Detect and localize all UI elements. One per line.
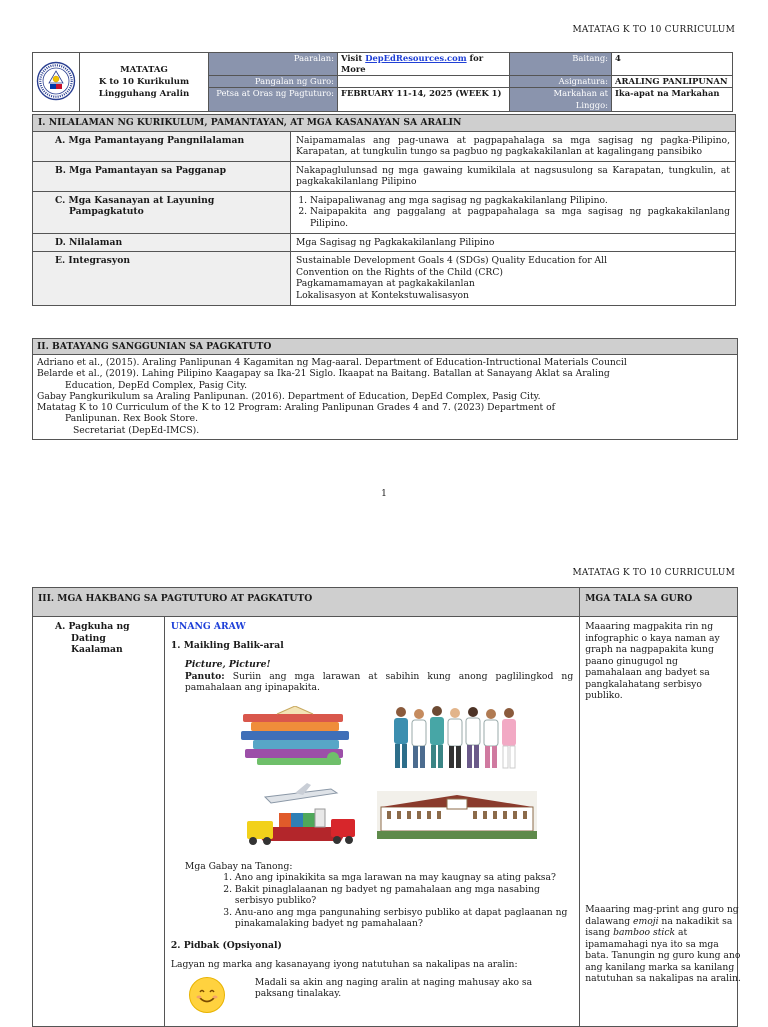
row-c-label <box>33 191 291 233</box>
notes-title: MGA TALA SA GURO <box>580 588 738 617</box>
smiley-emoji-icon <box>189 977 225 1013</box>
row-b-text: Nakapaglulunsad ng mga gawaing kumikilala at nagsusulong sa Karapatan, tungkulin, at pagkakakilanlang Pilipino <box>291 161 736 191</box>
row-a-text: Naipamamalas ang pag-unawa at pagpapahalaga sa mga sagisag ng pagka-Pilipino, Karapatan, at tungkulin tungo sa pagbuo ng pagkakakilanlan at kagalingang pansibiko <box>291 131 736 161</box>
asignatura-label: Asignatura: <box>510 76 612 88</box>
row-c-label-line-1: C. Mga Kasanayan at Layuning <box>55 194 215 206</box>
guro-label: Pangalan ng Guro: <box>209 76 338 88</box>
activity-title: Picture, Picture! <box>184 659 271 670</box>
row-d-text: Mga Sagisag ng Pagkakakilanlang Pilipino <box>291 233 736 252</box>
deped-seal-icon <box>36 61 76 101</box>
reference-line: Gabay Pangkurikulum sa Araling Panlipunan. (2016). Department of Education, DepEd Complex, Pasig City. <box>37 390 541 402</box>
reference-line: Panlipunan. Rex Book Store. <box>65 413 199 425</box>
curriculum-label: MATATAG K TO 10 CURRICULUM <box>572 568 735 578</box>
emoji-description: Madali sa akin ang naging aralin at naging mahusay ako sa paksang tinalakay. <box>254 976 533 999</box>
integration-line-4: Lokalisasyon at Kontekstuwalisasyon <box>296 289 469 301</box>
teacher-note-1: Maaaring magpakita rin ng infographic o kaya naman ay graph na nagpapakita kung paano ginugugol ng pamahalaan ang badyet sa pangkalahatang serbisyo publiko. <box>585 621 720 701</box>
lesson-content <box>164 617 579 1027</box>
teacher-notes <box>580 617 741 1027</box>
smiley-face-icon <box>190 978 224 1012</box>
panuto-label: Panuto: <box>184 670 225 682</box>
markahan-label-line-2: Linggo: <box>575 99 608 110</box>
reference-line: Belarde et al., (2019). Lahing Pilipino Kaagapay sa Ika-21 Siglo. Ikaapat na Baitang. Batallan at Sanayang Aklat sa Araling <box>37 368 610 380</box>
row-b-label: B. Mga Pamantayan sa Pagganap <box>33 161 291 191</box>
section-1-table <box>32 114 736 306</box>
petsa-label: Petsa at Oras ng Pagtuturo: <box>209 88 338 112</box>
teacher-note-2 <box>585 904 743 985</box>
row-e-label: E. Integrasyon <box>33 252 291 306</box>
transport-illustration <box>245 783 357 847</box>
note-2-part-b: na nakadikit sa isang <box>585 915 733 938</box>
section-2-title: II. BATAYANG SANGGUNIAN SA PAGKATUTO <box>33 339 737 355</box>
title-line-2: K to 10 Kurikulum <box>98 77 190 87</box>
markahan-label-line-1: Markahan at <box>553 88 608 98</box>
question-3: 3. Anu-ano ang mga pangunahing serbisyo publiko at dapat paglaanan ng pinakamalaking badyet ng pamahalaan? <box>235 907 573 930</box>
row-c-item-2: 2. Naipapakita ang paggalang at pagpapahalaga sa mga sagisag ng pagkakakilanlang Pilipino. <box>310 206 730 229</box>
reference-line: Secretariat (DepEd-IMCS). <box>73 424 200 436</box>
row-c-list <box>291 191 736 233</box>
step-a-label-line-2: Dating <box>71 632 106 644</box>
section-2-box <box>32 338 738 440</box>
paaralan-value <box>338 53 510 76</box>
row-d-label: D. Nilalaman <box>33 233 291 252</box>
step-a-label-line-1: A. Pagkuha ng <box>55 621 130 632</box>
reference-line: Adriano et al., (2015). Araling Panlipunan 4 Kagamitan ng Mag-aaral. Department of Education-Intructional Materials Council <box>37 357 627 368</box>
note-2-part-a: Maaaring mag-print ang guro ng dalawang <box>585 904 739 927</box>
step-a-label <box>33 617 165 1027</box>
guide-label: Mga Gabay na Tanong: <box>184 860 293 872</box>
day-label: UNANG ARAW <box>170 621 246 632</box>
page-number: 1 <box>381 489 387 499</box>
step-a-label-line-3: Kaalaman <box>71 644 123 655</box>
question-1: 1. Ano ang ipinakikita sa mga larawan na may kaugnay sa ating paksa? <box>235 872 573 884</box>
logo-cell <box>33 53 80 112</box>
row-e-text <box>291 252 736 306</box>
illustrations-row-1 <box>171 702 573 777</box>
paaralan-suffix: for More <box>341 53 484 74</box>
illustrations-row-2 <box>171 779 573 849</box>
deped-resources-link[interactable]: DepEdResources.com <box>365 53 467 63</box>
reference-line: Matatag K to 10 Curriculum of the K to 12 Program: Araling Panlipunan Grades 4 and 7. (2023) Department of <box>37 402 556 414</box>
lesson-title-cell <box>80 53 209 112</box>
paaralan-prefix: Visit <box>341 53 366 63</box>
petsa-value: FEBRUARY 11-14, 2025 (WEEK 1) <box>338 88 510 112</box>
row-c-label-line-2: Pampagkatuto <box>69 206 144 217</box>
emoji-option <box>171 977 573 1013</box>
panuto <box>171 671 573 694</box>
government-building-illustration <box>377 791 537 839</box>
integration-line-2: Convention on the Rights of the Child (CRC) <box>296 266 503 278</box>
integration-line-1: Sustainable Development Goals 4 (SDGs) Quality Education for All <box>296 255 608 266</box>
section-3-title: III. MGA HAKBANG SA PAGTUTURO AT PAGKATUTO <box>33 588 580 617</box>
markahan-label <box>510 88 612 112</box>
note-2-emoji: emoji <box>633 915 659 927</box>
title-line-1: MATATAG <box>120 65 168 75</box>
note-2-stick: bamboo stick <box>613 927 676 938</box>
reference-line: Education, DepEd Complex, Pasig City. <box>65 379 248 391</box>
baitang-label: Baitang: <box>510 53 612 76</box>
lesson-header-table <box>32 52 733 112</box>
row-c-item-1: 1. Naipapaliwanag ang mga sagisag ng pagkakakilanlang Pilipino. <box>310 195 730 207</box>
guro-value <box>338 76 510 88</box>
section-1-title: I. NILALAMAN NG KURIKULUM, PAMANTAYAN, AT MGA KASANAYAN SA ARALIN <box>33 115 736 132</box>
question-2: 2. Bakit pinaglalaanan ng badyet ng pamahalaan ang mga nasabing serbisyo publiko? <box>235 884 573 907</box>
books-illustration <box>237 706 357 768</box>
markahan-value: Ika-apat na Markahan <box>612 88 733 112</box>
guide-questions <box>171 872 573 930</box>
note-2-part-c: at ipamamahagi nya ito sa mga bata. Tanungin ng guro kung ano ang kanilang marka sa kanilang natutuhan sa nakalipas na aralin. <box>585 927 741 984</box>
step-2-title: 2. Pidbak (Opsiyonal) <box>170 939 282 951</box>
step-1-title: 1. Maikling Balik-aral <box>170 639 284 651</box>
title-line-3: Lingguhang Aralin <box>98 89 190 99</box>
health-workers-illustration <box>389 702 523 774</box>
panuto-text: Suriin ang mga larawan at sabihin kung anong paglilingkod ng pamahalaan ang ipinapakita. <box>184 670 574 693</box>
paaralan-label: Paaralan: <box>209 53 338 76</box>
references-list <box>33 355 737 439</box>
asignatura-value: ARALING PANLIPUNAN <box>612 76 733 88</box>
baitang-value: 4 <box>612 53 733 76</box>
curriculum-label: MATATAG K TO 10 CURRICULUM <box>572 25 735 35</box>
section-3-table <box>32 587 741 1027</box>
integration-line-3: Pagkamamamayan at pagkakakilanlan <box>296 278 475 289</box>
step-2-text: Lagyan ng marka ang kasanayang iyong natutuhan sa nakalipas na aralin: <box>170 959 518 970</box>
row-a-label: A. Mga Pamantayang Pangnilalaman <box>33 131 291 161</box>
